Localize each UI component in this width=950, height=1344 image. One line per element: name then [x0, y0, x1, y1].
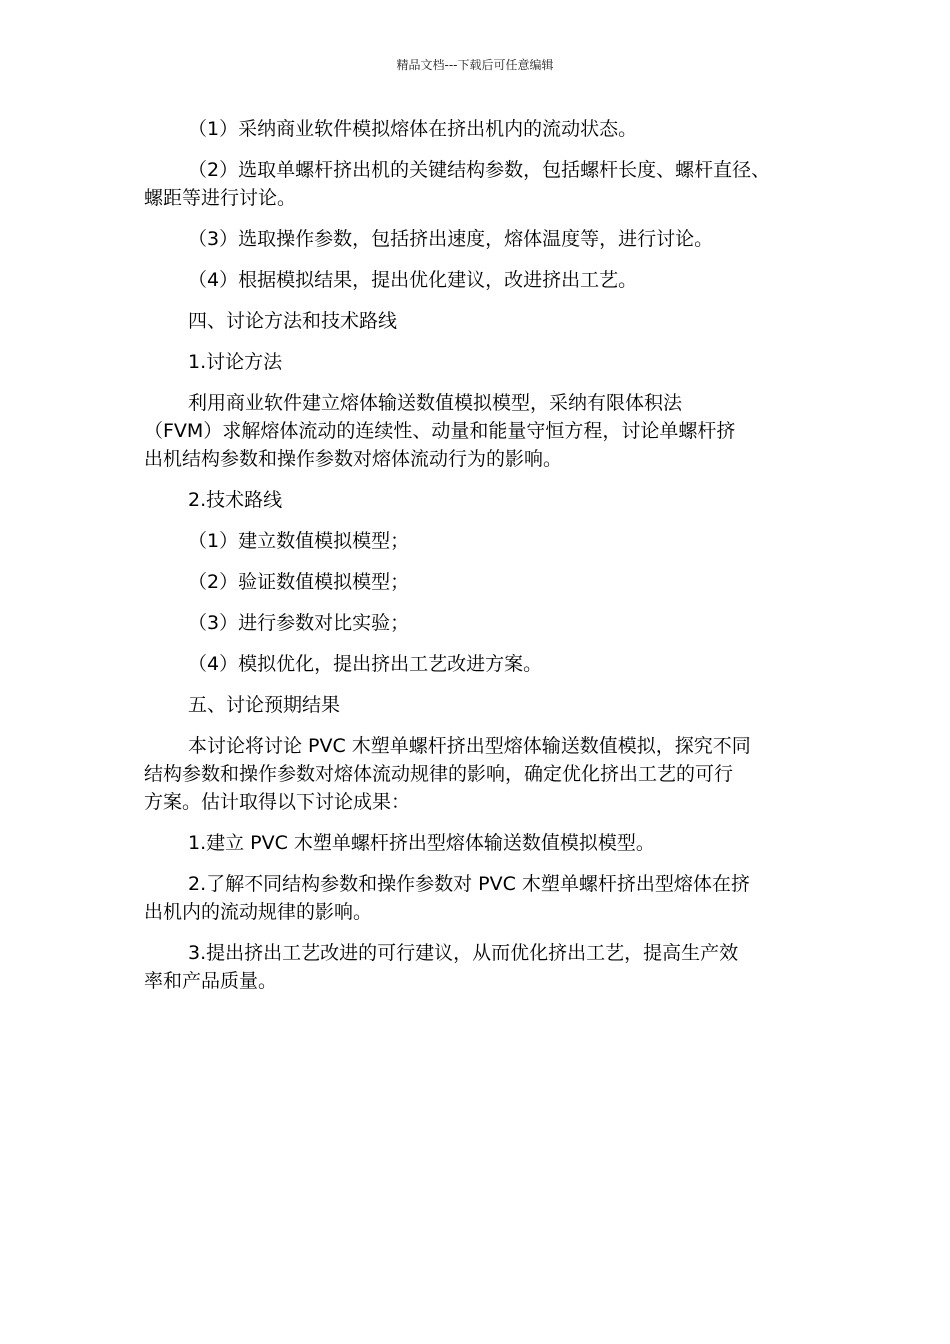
page-header: 精品文档---下载后可任意编辑	[396, 58, 554, 72]
subsection-heading-method: 1.讨论方法	[188, 351, 283, 373]
paragraph-method: 利用商业软件建立熔体输送数值模拟模型，采纳有限体积法 （FVM）求解熔体流动的连续性、动量和能量守恒方程，讨论单螺杆挤 出机结构参数和操作参数对熔体流动行为的影响。	[144, 392, 736, 470]
section-heading-5: 五、讨论预期结果	[188, 694, 341, 716]
paragraph-expected: 本讨论将讨论 PVC 木塑单螺杆挤出型熔体输送数值模拟，探究不同 结构参数和操作参数对熔体流动规律的影响，确定优化挤出工艺的可行 方案。估计取得以下讨论成果：	[144, 735, 751, 813]
paragraph-1: （1）采纳商业软件模拟熔体在挤出机内的流动状态。	[188, 118, 638, 140]
paragraph-4: （4）根据模拟结果，提出优化建议，改进挤出工艺。	[188, 269, 638, 291]
result-item-3: 3.提出挤出工艺改进的可行建议，从而优化挤出工艺，提高生产效 率和产品质量。	[144, 942, 739, 992]
paragraph-3: （3）选取操作参数，包括挤出速度，熔体温度等，进行讨论。	[188, 228, 714, 250]
route-item-2: （2）验证数值模拟模型；	[188, 571, 410, 593]
result-item-1: 1.建立 PVC 木塑单螺杆挤出型熔体输送数值模拟模型。	[188, 832, 655, 854]
section-heading-4: 四、讨论方法和技术路线	[188, 310, 398, 332]
route-item-3: （3）进行参数对比实验；	[188, 612, 410, 634]
route-item-4: （4）模拟优化，提出挤出工艺改进方案。	[188, 653, 543, 675]
subsection-heading-route: 2.技术路线	[188, 489, 283, 511]
result-item-2: 2.了解不同结构参数和操作参数对 PVC 木塑单螺杆挤出型熔体在挤 出机内的流动规律的影响。	[144, 873, 750, 923]
paragraph-2: （2）选取单螺杆挤出机的关键结构参数，包括螺杆长度、螺杆直径、 螺距等进行讨论。	[144, 159, 771, 209]
route-item-1: （1）建立数值模拟模型；	[188, 530, 410, 552]
document-body	[144, 115, 816, 1008]
